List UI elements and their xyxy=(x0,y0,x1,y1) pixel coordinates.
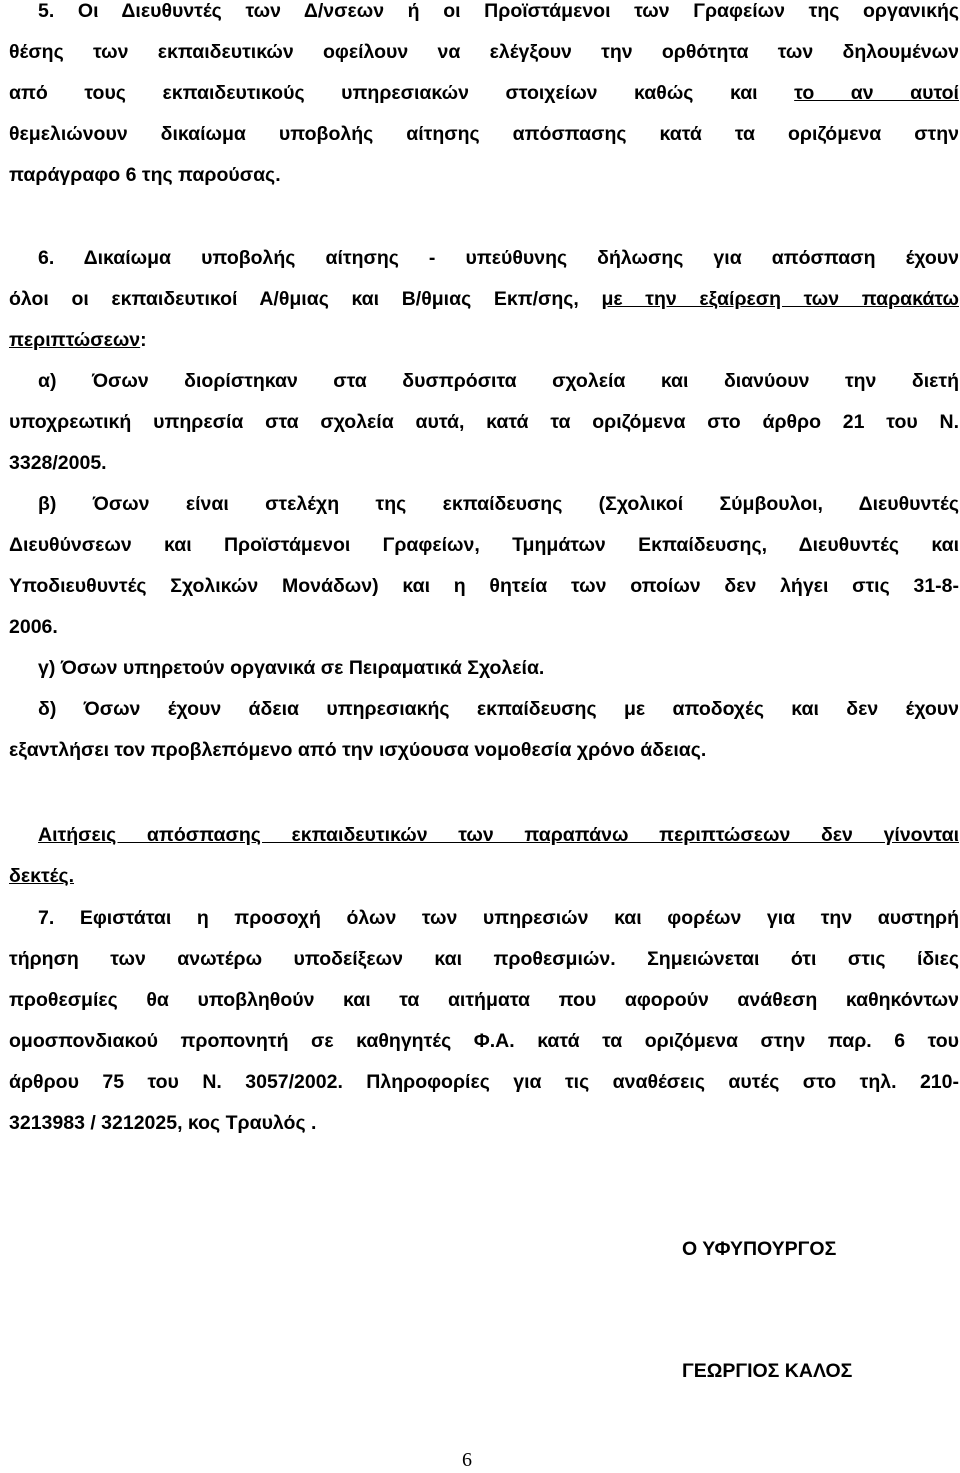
case-a-line-2: υποχρεωτική υπηρεσία στα σχολεία αυτά, κατά τα οριζόμενα στο άρθρο 21 του Ν. xyxy=(9,411,959,433)
paragraph-5-line-4: θεμελιώνουν δικαίωμα υποβολής αίτησης απόσπασης κατά τα οριζόμενα στην xyxy=(9,123,959,145)
case-a-line-3: 3328/2005. xyxy=(9,452,107,474)
paragraph-6-line-2 xyxy=(9,279,959,320)
paragraph-5-line-1: 5. Οι Διευθυντές των Δ/νσεων ή οι Προϊστάμενοι των Γραφείων της οργανικής xyxy=(38,0,959,22)
case-d-line-1: δ) Όσων έχουν άδεια υπηρεσιακής εκπαίδευσης με αποδοχές και δεν έχουν xyxy=(38,698,959,720)
paragraph-7-line-3: προθεσμίες θα υποβληθούν και τα αιτήματα που αφορούν ανάθεση καθηκόντων xyxy=(9,989,959,1011)
paragraph-7-line-6: 3213983 / 3212025, κος Τραυλός . xyxy=(9,1112,317,1134)
paragraph-6-line-1: 6. Δικαίωμα υποβολής αίτησης - υπεύθυνης δήλωσης για απόσπαση έχουν xyxy=(38,247,959,269)
case-b-line-2: Διευθύνσεων και Προϊστάμενοι Γραφείων, Τμημάτων Εκπαίδευσης, Διευθυντές και xyxy=(9,534,959,556)
notice-paragraph xyxy=(9,815,959,897)
paragraph-7-line-2: τήρηση των ανωτέρω υποδείξεων και προθεσμιών. Σημειώνεται ότι στις ίδιες xyxy=(9,948,959,970)
notice-line-2: δεκτές. xyxy=(9,865,75,887)
case-c-line: γ) Όσων υπηρετούν οργανικά σε Πειραματικά Σχολεία. xyxy=(38,657,545,679)
paragraph-7 xyxy=(9,898,959,1144)
case-d-line-2: εξαντλήσει τον προβλεπόμενο από την ισχύουσα νομοθεσία χρόνο άδειας. xyxy=(9,739,707,761)
paragraph-5-underlined-text: το αν αυτοί xyxy=(794,82,959,104)
paragraph-5-line-5: παράγραφο 6 της παρούσας. xyxy=(9,164,281,186)
notice-line-1: Αιτήσεις απόσπασης εκπαιδευτικών των παραπάνω περιπτώσεων δεν γίνονται xyxy=(38,824,959,846)
paragraph-5 xyxy=(9,0,959,196)
paragraph-6-line-2-text: όλοι οι εκπαιδευτικοί Α/θμιας και Β/θμιας Εκπ/σης, xyxy=(9,288,602,310)
signature-name: ΓΕΩΡΓΙΟΣ ΚΑΛΟΣ xyxy=(682,1360,853,1382)
paragraph-7-line-5: άρθρου 75 του Ν. 3057/2002. Πληροφορίες για τις αναθέσεις αυτές στο τηλ. 210- xyxy=(9,1071,959,1093)
paragraph-6 xyxy=(9,238,959,771)
paragraph-7-line-1: 7. Εφιστάται η προσοχή όλων των υπηρεσιών και φορέων για την αυστηρή xyxy=(38,907,959,929)
page-number: 6 xyxy=(462,1449,472,1471)
signature-title: Ο ΥΦΥΠΟΥΡΓΟΣ xyxy=(682,1238,837,1260)
case-b-line-1: β) Όσων είναι στελέχη της εκπαίδευσης (Σχολικοί Σύμβουλοι, Διευθυντές xyxy=(38,493,959,515)
paragraph-6-line-3 xyxy=(9,320,959,361)
paragraph-5-line-3 xyxy=(9,73,959,114)
case-b-line-3: Υποδιευθυντές Σχολικών Μονάδων) και η θητεία των οποίων δεν λήγει στις 31-8- xyxy=(9,575,959,597)
paragraph-7-line-4: ομοσπονδιακού προπονητή σε καθηγητές Φ.Α. κατά τα οριζόμενα στην παρ. 6 του xyxy=(9,1030,959,1052)
paragraph-5-line-3-text: από τους εκπαιδευτικούς υπηρεσιακών στοιχείων καθώς και xyxy=(9,82,795,104)
paragraph-6-colon: : xyxy=(140,329,147,351)
paragraph-6-underlined-text: με την εξαίρεση των παρακάτω xyxy=(601,288,959,310)
paragraph-5-line-2: θέσης των εκπαιδευτικών οφείλουν να ελέγξουν την ορθότητα των δηλουμένων xyxy=(9,41,959,63)
case-a-line-1: α) Όσων διορίστηκαν στα δυσπρόσιτα σχολεία και διανύουν την διετή xyxy=(38,370,959,392)
case-b-line-4: 2006. xyxy=(9,616,58,638)
paragraph-6-underlined-word: περιπτώσεων xyxy=(9,329,141,351)
